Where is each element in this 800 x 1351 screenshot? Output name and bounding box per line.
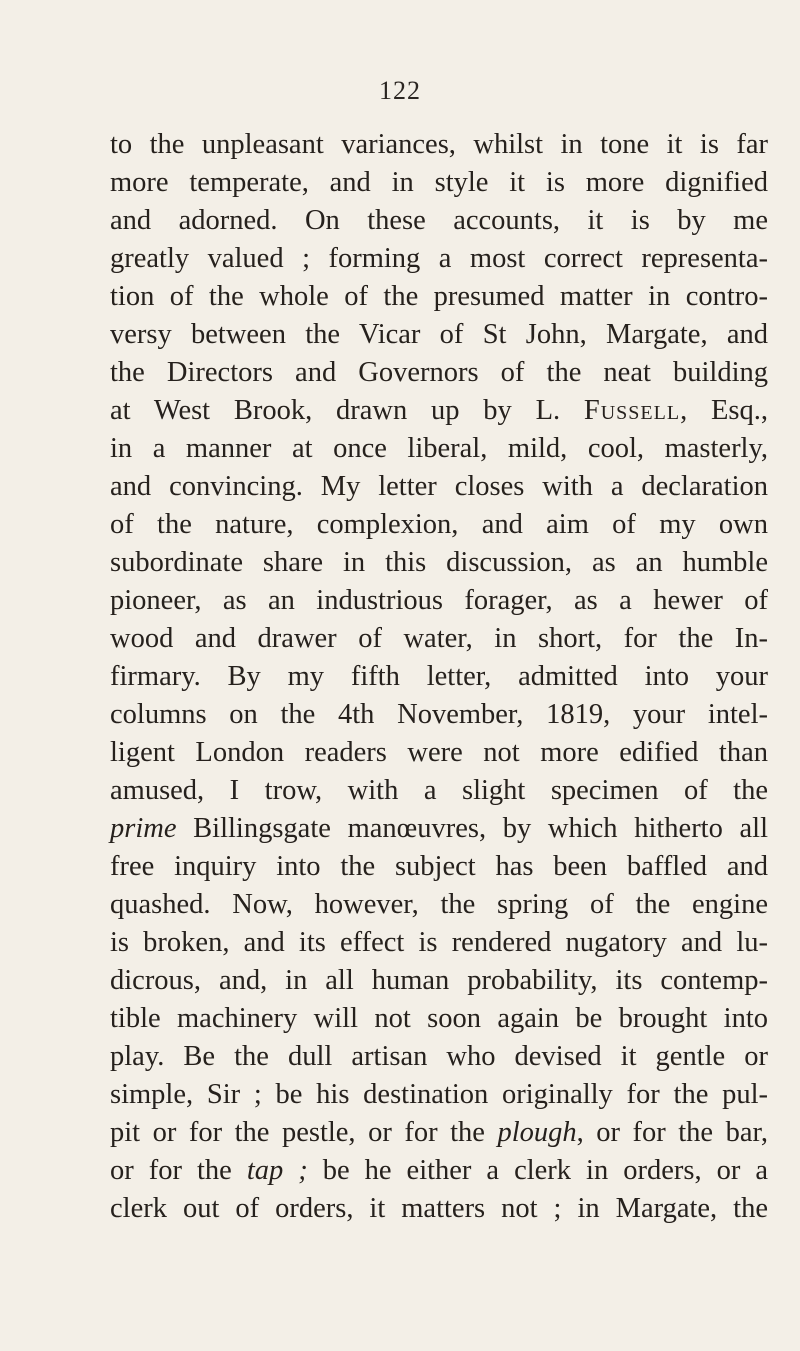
text-line: and convincing. My letter closes with a declaration <box>110 471 768 502</box>
text-line: and adorned. On these accounts, it is by me <box>110 205 768 236</box>
text-line: or for the tap ; be he either a clerk in orders, or a <box>110 1155 768 1186</box>
text-line: is broken, and its effect is rendered nugatory and lu- <box>110 927 768 958</box>
text-line: quashed. Now, however, the spring of the engine <box>110 889 768 920</box>
italic-word: plough <box>497 1117 577 1148</box>
text-line: in a manner at once liberal, mild, cool, masterly, <box>110 433 768 464</box>
text-line: wood and drawer of water, in short, for the In- <box>110 623 768 654</box>
text-line: amused, I trow, with a slight specimen of the <box>110 775 768 806</box>
text-line: to the unpleasant variances, whilst in tone it is far <box>110 129 768 160</box>
text-line: prime Billingsgate manœuvres, by which hitherto all <box>110 813 768 844</box>
text-line: simple, Sir ; be his destination originally for the pul- <box>110 1079 768 1110</box>
text-line: greatly valued ; forming a most correct representa- <box>110 243 768 274</box>
text-line: free inquiry into the subject has been baffled and <box>110 851 768 882</box>
text-line: pioneer, as an industrious forager, as a hewer of <box>110 585 768 616</box>
text-line: of the nature, complexion, and aim of my own <box>110 509 768 540</box>
text-line: subordinate share in this discussion, as an humble <box>110 547 768 578</box>
text-line: ligent London readers were not more edified than <box>110 737 768 768</box>
text-line: firmary. By my fifth letter, admitted into your <box>110 661 768 692</box>
text-line: play. Be the dull artisan who devised it gentle or <box>110 1041 768 1072</box>
text-line: dicrous, and, in all human probability, its contemp- <box>110 965 768 996</box>
text-line: the Directors and Governors of the neat building <box>110 357 768 388</box>
text-line: more temperate, and in style it is more dignified <box>110 167 768 198</box>
text-line: clerk out of orders, it matters not ; in Margate, the <box>110 1193 768 1224</box>
body-text <box>110 126 768 1228</box>
author-name: Fussell <box>583 395 681 426</box>
text-line: at West Brook, drawn up by L. Fussell, Esq., <box>110 395 768 426</box>
text-line: tible machinery will not soon again be brought into <box>110 1003 768 1034</box>
text-line: versy between the Vicar of St John, Margate, and <box>110 319 768 350</box>
text-line: tion of the whole of the presumed matter in contro- <box>110 281 768 312</box>
page-number: 122 <box>379 76 421 105</box>
text-line: pit or for the pestle, or for the plough, or for the bar, <box>110 1117 768 1148</box>
italic-word: tap ; <box>246 1155 308 1186</box>
italic-word: prime <box>110 813 177 844</box>
text-line: columns on the 4th November, 1819, your intel- <box>110 699 768 730</box>
